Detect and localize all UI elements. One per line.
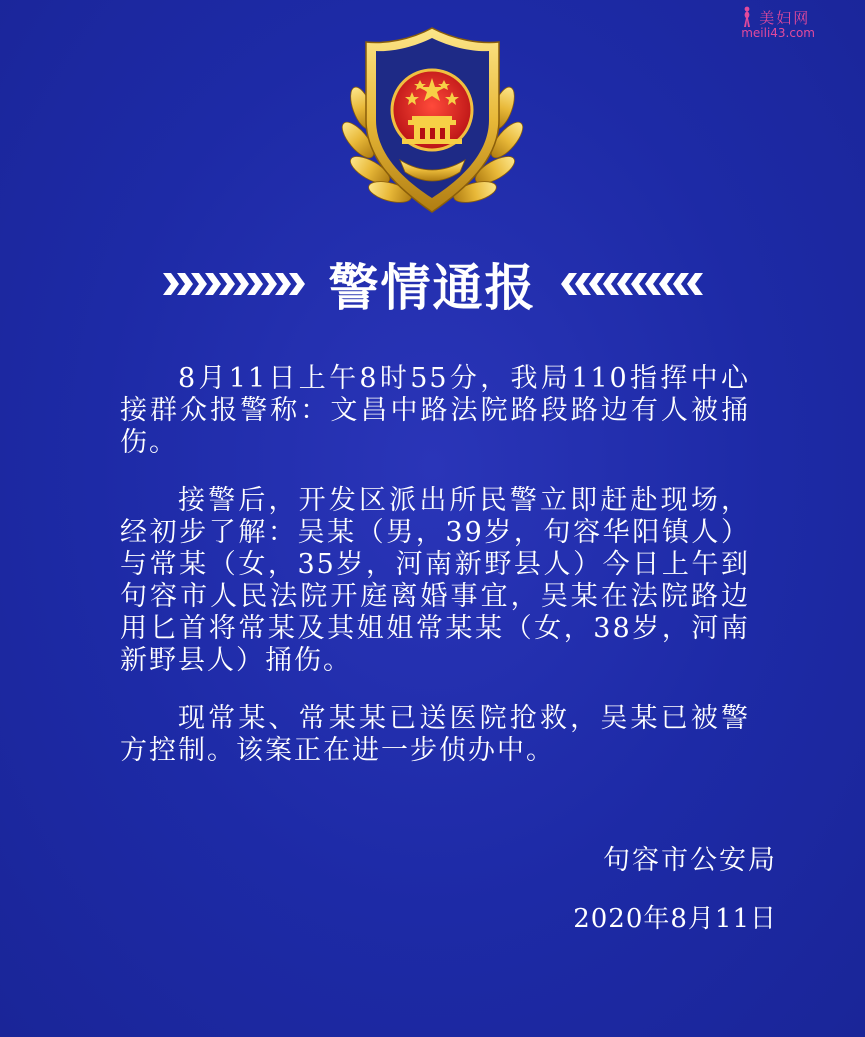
woman-silhouette-icon [741,6,753,28]
police-emblem-icon [340,20,525,225]
paragraph-status: 现常某、常某某已送医院抢救，吴某已被警方控制。该案正在进一步侦办中。 [120,703,750,766]
watermark-url: meili43.com [741,26,815,40]
notice-body [120,363,750,793]
watermark [741,6,815,40]
chevrons-left-decoration-icon [161,269,311,299]
issuer-signature: 句容市公安局 [603,845,777,876]
notice-title: 警情通报 [328,259,537,317]
chevrons-right-decoration-icon [555,269,705,299]
paragraph-investigation: 接警后，开发区派出所民警立即赶赴现场，经初步了解：吴某（男，39岁，句容华阳镇人）与常某（女，35岁，河南新野县人）今日上午到句容市人民法院开庭离婚事宜，吴某在法院路边用匕首将常某及其姐姐常某某（女，38岁，河南新野县人）捅伤。 [120,485,750,676]
issue-date: 2020年8月11日 [573,904,777,934]
watermark-site-name: 美妇网 [759,8,811,27]
paragraph-report: 8月11日上午8时55分，我局110指挥中心接群众报警称：文昌中路法院路段路边有人被捅伤。 [120,363,750,458]
title-row [0,252,865,316]
